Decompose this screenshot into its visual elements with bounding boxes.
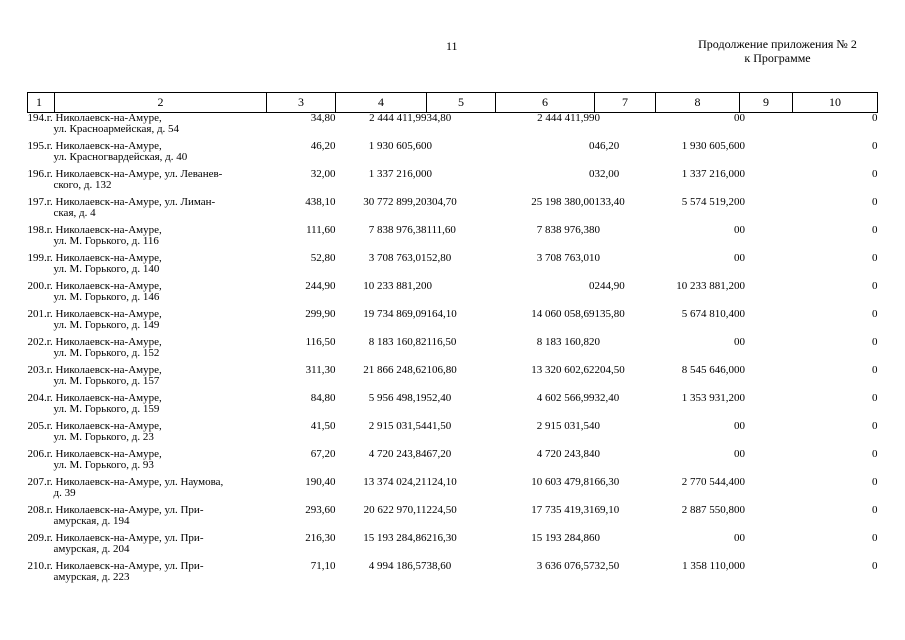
column-header-3: 3 [267,93,336,113]
page-number: 11 [446,39,458,53]
table-row [28,365,878,393]
cell-c9: 0 [739,560,745,572]
row-number: 204. [27,392,47,404]
address-cell [28,197,267,225]
cell-c5: 0 [426,280,432,292]
cell-c10: 0 [872,308,878,320]
cell-c10: 0 [872,476,878,488]
cell-c5: 124,10 [426,476,457,488]
cell-c7: 0 [594,336,600,348]
cell-c3: 67,20 [310,448,336,460]
cell-c3: 41,50 [310,420,336,432]
cell-c8: 2 770 544,40 [681,476,740,488]
cell-c5: 116,50 [426,336,457,348]
cell-c6: 7 838 976,38 [536,224,595,236]
table-row [28,113,878,142]
address-text-1: г. Николаевск-на-Амуре, ул. Лиман- [46,196,216,208]
cell-c6: 3 708 763,01 [536,252,595,264]
row-number: 201. [27,308,47,320]
cell-c4: 19 734 869,09 [363,308,427,320]
cell-c9: 0 [739,532,745,544]
cell-c4: 15 193 284,86 [363,532,427,544]
address-text-1: г. Николаевск-на-Амуре, [46,420,162,432]
row-number: 210. [27,560,47,572]
cell-c4: 30 772 899,20 [363,196,427,208]
cell-c7: 0 [594,112,600,124]
cell-c3: 71,10 [310,560,336,572]
table-row [28,337,878,365]
cell-c10: 0 [872,140,878,152]
cell-c10: 0 [872,280,878,292]
cell-c10: 0 [872,168,878,180]
cell-c8: 0 [734,224,740,236]
address-line-2: ул. Красногвардейская, д. 40 [53,151,188,163]
cell-c3: 293,60 [305,504,336,516]
cell-c5: 52,80 [426,252,452,264]
row-number: 208. [27,504,47,516]
cell-c10: 0 [872,420,878,432]
table-row [28,309,878,337]
address-text-1: г. Николаевск-на-Амуре, [46,392,162,404]
cell-c10: 0 [872,560,878,572]
cell-c9: 0 [739,336,745,348]
cell-c3: 311,30 [305,364,336,376]
cell-c9: 0 [739,252,745,264]
column-header-8: 8 [656,93,740,113]
cell-c5: 216,30 [426,532,457,544]
cell-c5: 0 [426,168,432,180]
row-number: 209. [27,532,47,544]
cell-c8: 0 [734,112,740,124]
appendix-note-line2: к Программе [744,51,811,65]
cell-c5: 41,50 [426,420,452,432]
address-cell [28,561,267,589]
address-text-1: г. Николаевск-на-Амуре, [46,252,162,264]
cell-c6: 0 [589,168,595,180]
address-text-1: г. Николаевск-на-Амуре, ул. При- [46,532,204,544]
address-text-1: г. Николаевск-на-Амуре, [46,280,162,292]
cell-c7: 32,40 [594,392,620,404]
column-header-5: 5 [427,93,496,113]
address-line-2: ского, д. 132 [53,179,112,191]
address-line-2: ул. Красноармейская, д. 54 [53,123,180,135]
table-row [28,393,878,421]
cell-c4: 20 622 970,11 [363,504,427,516]
cell-c4: 13 374 024,21 [363,476,427,488]
cell-c5: 164,10 [426,308,457,320]
cell-c10: 0 [872,392,878,404]
table-row [28,533,878,561]
address-text-1: г. Николаевск-на-Амуре, ул. При- [46,560,204,572]
cell-c5: 0 [426,140,432,152]
address-line-2: ская, д. 4 [53,207,96,219]
cell-c3: 84,80 [310,392,336,404]
address-text-1: г. Николаевск-на-Амуре, ул. Леванев- [46,168,223,180]
cell-c8: 1 337 216,00 [681,168,740,180]
cell-c8: 8 545 646,00 [681,364,740,376]
cell-c7: 32,00 [594,168,620,180]
cell-c7: 204,50 [594,364,625,376]
address-text-1: г. Николаевск-на-Амуре, ул. При- [46,504,204,516]
address-cell [28,113,267,142]
column-header-1: 1 [28,93,55,113]
cell-c3: 244,90 [305,280,336,292]
cell-c6: 25 198 380,00 [531,196,595,208]
cell-c8: 0 [734,420,740,432]
cell-c4: 7 838 976,38 [368,224,427,236]
cell-c6: 14 060 058,69 [531,308,595,320]
cell-c9: 0 [739,224,745,236]
cell-c3: 34,80 [310,112,336,124]
table-row [28,197,878,225]
cell-c6: 0 [589,140,595,152]
table-row [28,141,878,169]
cell-c3: 438,10 [305,196,336,208]
cell-c4: 1 930 605,60 [368,140,427,152]
cell-c3: 190,40 [305,476,336,488]
cell-c6: 17 735 419,31 [531,504,595,516]
cell-c7: 133,40 [594,196,625,208]
address-line-2: ул. М. Горького, д. 23 [53,431,154,443]
address-line-2: ул. М. Горького, д. 93 [53,459,154,471]
address-cell [28,421,267,449]
row-number: 195. [27,140,47,152]
cell-c7: 0 [594,252,600,264]
table-row [28,421,878,449]
cell-c4: 21 866 248,62 [363,364,427,376]
address-line-2: ул. М. Горького, д. 146 [53,291,160,303]
cell-c4: 4 720 243,84 [368,448,427,460]
row-number: 194. [27,112,47,124]
cell-c8: 0 [734,448,740,460]
cell-c8: 0 [734,532,740,544]
cell-c4: 8 183 160,82 [368,336,427,348]
cell-c9: 0 [739,140,745,152]
cell-c10: 0 [872,252,878,264]
address-cell [28,141,267,169]
cell-c5: 106,80 [426,364,457,376]
cell-c10: 0 [872,112,878,124]
address-line-2: д. 39 [53,487,76,499]
cell-c8: 1 358 110,00 [682,560,740,572]
cell-c8: 1 353 931,20 [681,392,740,404]
table-row [28,253,878,281]
cell-c7: 0 [594,448,600,460]
cell-c7: 69,10 [594,504,620,516]
address-line-2: амурская, д. 223 [53,571,130,583]
cell-c7: 135,80 [594,308,625,320]
cell-c7: 0 [594,224,600,236]
cell-c8: 0 [734,252,740,264]
cell-c9: 0 [739,280,745,292]
address-line-2: амурская, д. 204 [53,543,130,555]
cell-c6: 3 636 076,57 [536,560,595,572]
table-row [28,561,878,589]
cell-c5: 304,70 [426,196,457,208]
cell-c5: 34,80 [426,112,452,124]
row-number: 200. [27,280,47,292]
table-row [28,281,878,309]
address-cell [28,225,267,253]
cell-c10: 0 [872,448,878,460]
cell-c9: 0 [739,392,745,404]
address-text-1: г. Николаевск-на-Амуре, ул. Наумова, [46,476,224,488]
cell-c7: 0 [594,420,600,432]
appendix-note-line1: Продолжение приложения № 2 [698,37,857,51]
cell-c10: 0 [872,504,878,516]
table-row [28,449,878,477]
cell-c6: 10 603 479,81 [531,476,595,488]
cell-c10: 0 [872,364,878,376]
cell-c9: 0 [739,448,745,460]
column-header-10: 10 [793,93,878,113]
data-table [27,92,878,589]
cell-c5: 111,60 [426,224,456,236]
cell-c3: 52,80 [310,252,336,264]
address-text-1: г. Николаевск-на-Амуре, [46,112,162,124]
row-number: 207. [27,476,47,488]
column-header-7: 7 [595,93,656,113]
address-cell [28,281,267,309]
cell-c4: 4 994 186,57 [368,560,427,572]
cell-c9: 0 [739,112,745,124]
cell-c4: 1 337 216,00 [368,168,427,180]
table-row [28,505,878,533]
address-cell [28,169,267,197]
address-cell [28,477,267,505]
row-number: 199. [27,252,47,264]
cell-c9: 0 [739,476,745,488]
cell-c6: 0 [589,280,595,292]
cell-c10: 0 [872,336,878,348]
cell-c10: 0 [872,532,878,544]
address-text-1: г. Николаевск-на-Амуре, [46,336,162,348]
address-cell [28,505,267,533]
address-line-2: ул. М. Горького, д. 152 [53,347,160,359]
table-body [28,113,878,590]
cell-c5: 38,60 [426,560,452,572]
address-text-1: г. Николаевск-на-Амуре, [46,308,162,320]
cell-c8: 2 887 550,80 [681,504,740,516]
cell-c4: 3 708 763,01 [368,252,427,264]
column-header-6: 6 [496,93,595,113]
cell-c7: 244,90 [594,280,625,292]
address-cell [28,365,267,393]
address-line-2: ул. М. Горького, д. 149 [53,319,160,331]
address-text-1: г. Николаевск-на-Амуре, [46,140,162,152]
cell-c6: 13 320 602,62 [531,364,595,376]
address-line-2: ул. М. Горького, д. 159 [53,403,160,415]
address-cell [28,533,267,561]
appendix-note [690,37,865,65]
cell-c8: 0 [734,336,740,348]
address-line-2: ул. М. Горького, д. 116 [53,235,159,247]
cell-c8: 5 674 810,40 [681,308,740,320]
cell-c4: 2 444 411,99 [369,112,427,124]
cell-c10: 0 [872,196,878,208]
cell-c8: 1 930 605,60 [681,140,740,152]
cell-c6: 4 602 566,99 [536,392,595,404]
address-line-2: ул. М. Горького, д. 140 [53,263,160,275]
row-number: 203. [27,364,47,376]
cell-c4: 5 956 498,19 [368,392,427,404]
cell-c8: 5 574 519,20 [681,196,740,208]
cell-c5: 224,50 [426,504,457,516]
address-text-1: г. Николаевск-на-Амуре, [46,224,162,236]
cell-c7: 66,30 [594,476,620,488]
cell-c7: 32,50 [594,560,620,572]
cell-c3: 299,90 [305,308,336,320]
address-cell [28,309,267,337]
cell-c6: 2 444 411,99 [537,112,595,124]
cell-c9: 0 [739,196,745,208]
column-number-row [28,93,878,113]
table-row [28,225,878,253]
row-number: 197. [27,196,47,208]
cell-c7: 0 [594,532,600,544]
cell-c3: 216,30 [305,532,336,544]
address-cell [28,393,267,421]
address-line-2: ул. М. Горького, д. 157 [53,375,160,387]
cell-c3: 32,00 [310,168,336,180]
cell-c9: 0 [739,168,745,180]
cell-c9: 0 [739,504,745,516]
table-row [28,169,878,197]
cell-c3: 46,20 [310,140,336,152]
address-line-2: амурская, д. 194 [53,515,130,527]
row-number: 206. [27,448,47,460]
cell-c5: 67,20 [426,448,452,460]
cell-c9: 0 [739,420,745,432]
cell-c6: 4 720 243,84 [536,448,595,460]
cell-c10: 0 [872,224,878,236]
address-cell [28,337,267,365]
row-number: 196. [27,168,47,180]
cell-c4: 2 915 031,54 [368,420,427,432]
cell-c6: 8 183 160,82 [536,336,595,348]
cell-c7: 46,20 [594,140,620,152]
address-text-1: г. Николаевск-на-Амуре, [46,364,162,376]
column-header-2: 2 [55,93,267,113]
column-header-9: 9 [740,93,793,113]
address-text-1: г. Николаевск-на-Амуре, [46,448,162,460]
cell-c3: 111,60 [306,224,336,236]
cell-c6: 15 193 284,86 [531,532,595,544]
cell-c9: 0 [739,364,745,376]
cell-c3: 116,50 [305,336,336,348]
address-cell [28,449,267,477]
cell-c8: 10 233 881,20 [676,280,740,292]
row-number: 205. [27,420,47,432]
row-number: 202. [27,336,47,348]
cell-c9: 0 [739,308,745,320]
column-header-4: 4 [336,93,427,113]
cell-c5: 52,40 [426,392,452,404]
table-row [28,477,878,505]
row-number: 198. [27,224,47,236]
cell-c4: 10 233 881,20 [363,280,427,292]
cell-c6: 2 915 031,54 [536,420,595,432]
address-cell [28,253,267,281]
